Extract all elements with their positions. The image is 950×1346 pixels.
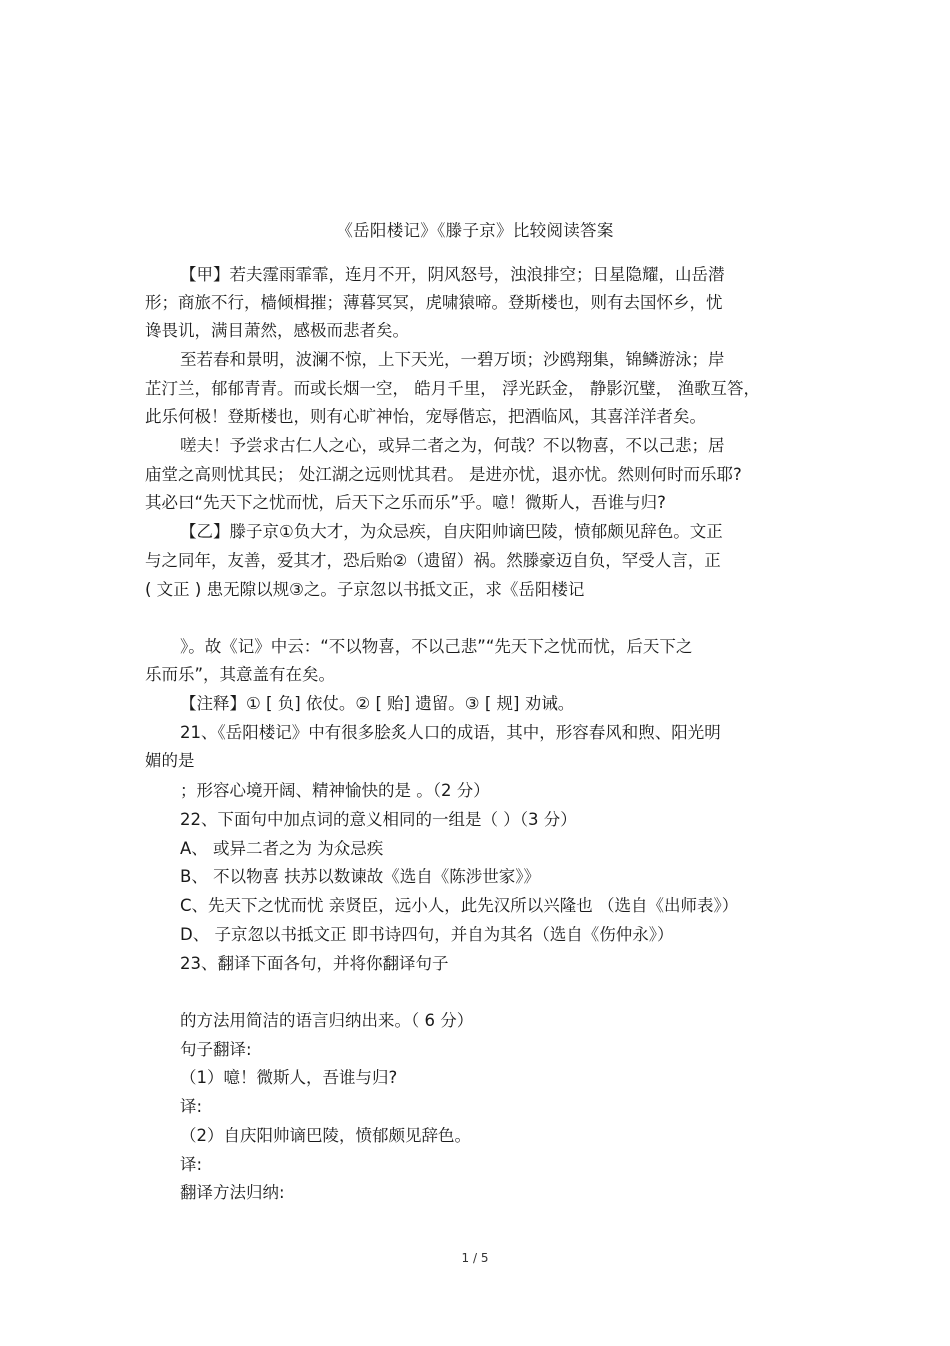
- text-line: 翻译方法归纳:: [180, 1183, 285, 1202]
- text-line: 与之同年，友善，爱其才，恐后贻②（遗留）祸。然滕豪迈自负，罕受人言，正: [145, 551, 721, 570]
- text-line: 21、《岳阳楼记》中有很多脍炙人口的成语，其中，形容春风和煦、阳光明: [180, 723, 721, 742]
- text-line: 庙堂之高则忧其民； 处江湖之远则忧其君。 是进亦忧，退亦忧。然则何时而乐耶?: [145, 465, 742, 484]
- text-line: 【乙】滕子京①负大才，为众忌疾，自庆阳帅谪巴陵，愤郁颇见辞色。文正: [180, 522, 723, 541]
- text-line: 谗畏讥，满目萧然，感极而悲者矣。: [145, 321, 409, 340]
- text-line: 22、下面句中加点词的意义相同的一组是（ ）（3 分）: [180, 810, 577, 829]
- text-line: 【注释】① [ 负] 依仗。② [ 贻] 遗留。③ [ 规] 劝诫。: [180, 694, 575, 713]
- text-line: 译:: [180, 1155, 203, 1174]
- page-number: 1 / 5: [461, 1251, 489, 1265]
- text-line: 其必曰“先天下之忧而忧，后天下之乐而乐”乎。噫！微斯人，吾谁与归?: [145, 493, 666, 512]
- text-line: 至若春和景明，波澜不惊，上下天光，一碧万顷；沙鸥翔集，锦鳞游泳；岸: [180, 350, 725, 369]
- text-line: B、 不以物喜 扶苏以数谏故《选自《陈涉世家》》: [180, 867, 541, 886]
- text-line: ( 文正 ) 患无隙以规③之。子京忽以书抵文正，求《岳阳楼记: [145, 580, 585, 599]
- text-line: A、 或异二者之为 为众忌疾: [180, 839, 384, 858]
- text-line: 芷汀兰，郁郁青青。而或长烟一空， 皓月千里， 浮光跃金， 静影沉璧， 渔歌互答，: [145, 379, 760, 398]
- text-line: （2）自庆阳帅谪巴陵，愤郁颇见辞色。: [180, 1126, 471, 1145]
- text-line: ；形容心境开阔、精神愉快的是 。（2 分）: [180, 781, 490, 800]
- text-line: 句子翻译:: [180, 1040, 252, 1059]
- text-line: C、先天下之忧而忧 亲贤臣，远小人，此先汉所以兴隆也 （选自《出师表》）: [180, 896, 739, 915]
- text-line: 形；商旅不行，樯倾楫摧；薄暮冥冥，虎啸猿啼。登斯楼也，则有去国怀乡，忧: [145, 293, 723, 312]
- text-line: 嗟夫！予尝求古仁人之心，或异二者之为，何哉？不以物喜，不以己悲；居: [180, 436, 725, 455]
- text-line: 乐而乐”，其意盖有在矣。: [145, 665, 336, 684]
- text-line: 的方法用简洁的语言归纳出来。（ 6 分）: [180, 1011, 474, 1030]
- text-line: D、 子京忽以书抵文正 即书诗四句，并自为其名（选自《伤仲永》）: [180, 925, 674, 944]
- text-line: 媚的是: [145, 751, 195, 770]
- text-line: 》。故《记》中云：“不以物喜，不以己悲”“先天下之忧而忧，后天下之: [180, 637, 693, 656]
- text-line: 【甲】若夫霪雨霏霏，连月不开，阴风怒号，浊浪排空；日星隐耀，山岳潜: [180, 265, 725, 284]
- document-title: 《岳阳楼记》《滕子京》比较阅读答案: [336, 221, 614, 240]
- text-line: 译:: [180, 1097, 203, 1116]
- text-line: 23、翻译下面各句，并将你翻译句子: [180, 954, 449, 973]
- text-line: 此乐何极！登斯楼也，则有心旷神怡，宠辱偕忘，把酒临风，其喜洋洋者矣。: [145, 407, 706, 426]
- text-line: （1）噫！微斯人，吾谁与归?: [180, 1068, 398, 1087]
